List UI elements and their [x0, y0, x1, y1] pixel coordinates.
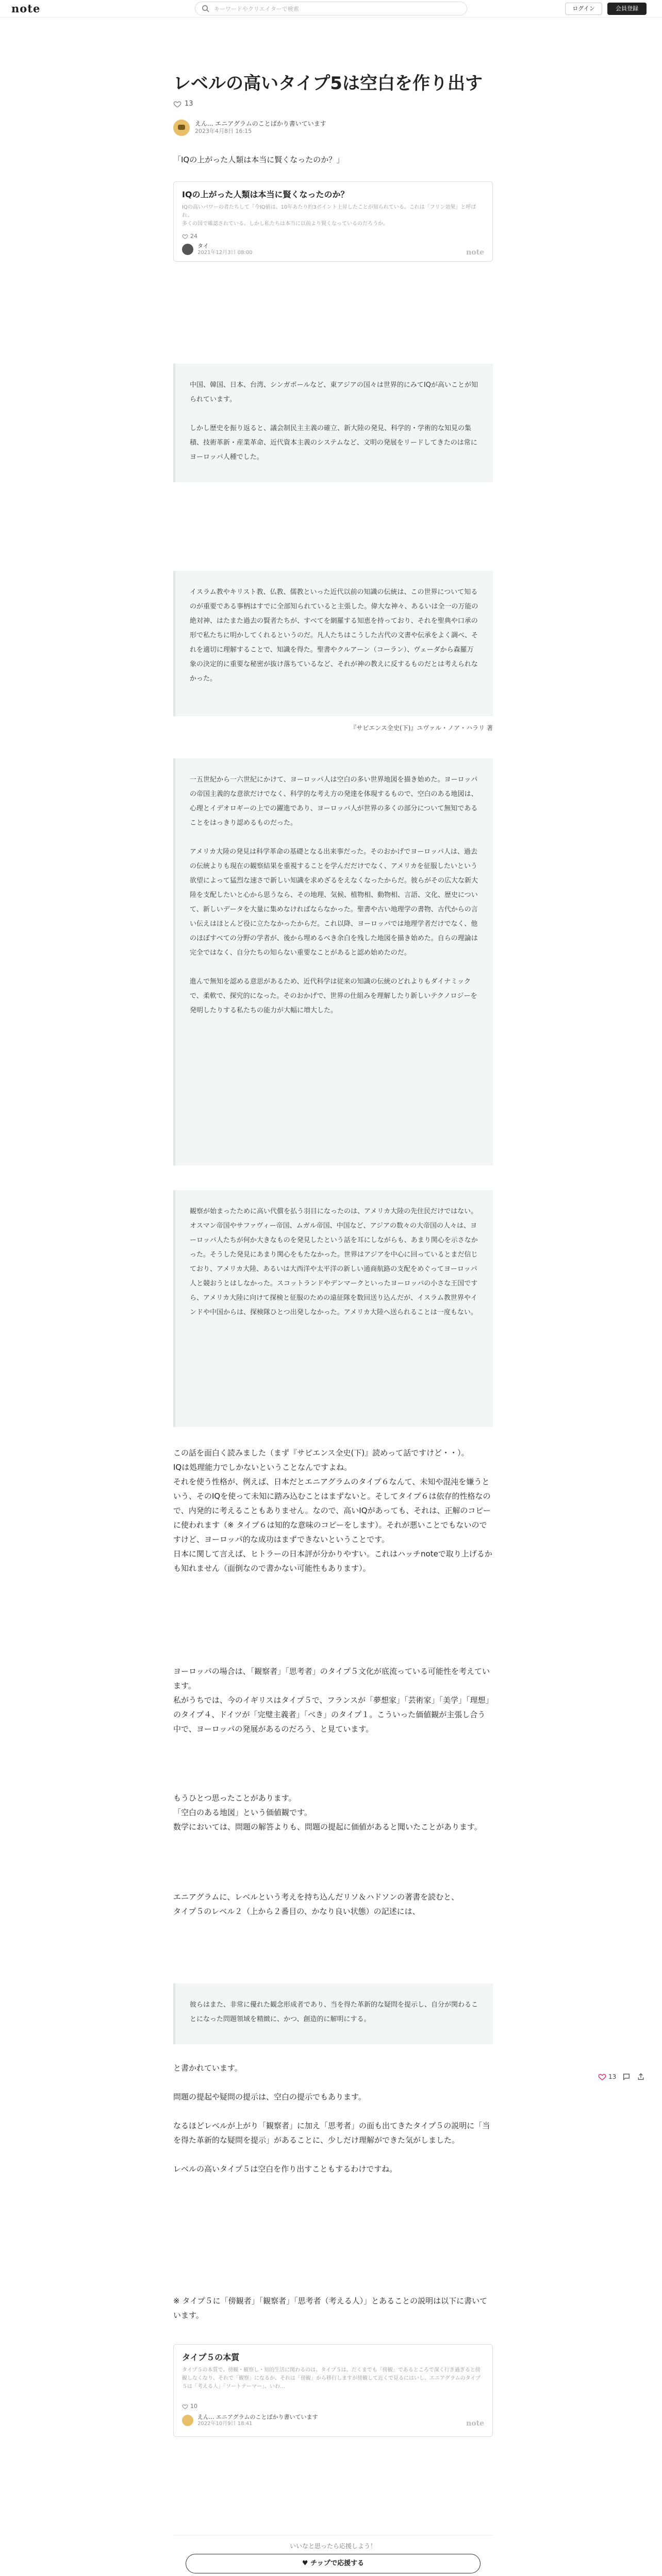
quote-text: 観察が始まったために高い代償を払う羽目になったのは、アメリカ大陸の先住民だけではない。オスマン帝国やサファヴィー帝国、ムガル帝国、中国など、アジアの数々の大帝国の人々は、ヨーロッパ人たちが何か大きなものを発見したという話を耳にしながらも、あまり関心を示さなかった。そうした発見にあまり関心をもたなかった。世界はアジアを中心に回っているとまだ信じており、アメリカ大陸、あるいは大西洋や太平洋の新しい通商航路の支配をめぐってヨーロッパ人と競おうとはしなかった。スコットランドやデンマークといったヨーロッパの小さな王国ですら、アメリカ大陸に向けて探検と征服のための遠征隊を数回送り込んだが、イスラム教世界やインドや中国からは、探検隊ひとつ出発しなかった。アメリカ大陸へ送られることは一度もない。 [190, 1208, 478, 1316]
heart-icon [173, 100, 181, 108]
floating-like-button[interactable] [598, 2071, 616, 2083]
embed-author-avatar [182, 2415, 193, 2426]
quote-text: イスラム教やキリスト教、仏教、儒教といった近代以前の知識の伝統は、この世界について知るのが重要である事柄はすでに全部知られていると主張した。偉大な神々、あるいは全一の万能の絶対神、はたまた過去の賢者たちが、すべてを網羅する知恵を持っており、それを聖典や口承の形で私たちに明かしてくれるというのだ。凡人たちはこうした古代の文書や伝承をよく調べ、それを適切に理解することで、知識を得た。聖書やクルアーン（コーラン）、ヴェーダから森羅万象の決定的に重要な秘密が抜け落ちているなど、それが神の教えに反するものだとは考えられなかった。 [190, 588, 478, 683]
heart-icon [598, 2073, 606, 2081]
embed-title: タイプ５の本質 [182, 2352, 240, 2362]
embed-author-name: タイ [197, 243, 209, 249]
quote-block [173, 1984, 493, 2044]
login-button[interactable]: ログイン [565, 3, 602, 15]
body-paragraph: エニアグラムに、レベルという考えを持ち込んだリソ＆ハドソンの著書を読むと、 タイプ５のレベル２（上から２番目の、かなり良い状態）の記述には、 [173, 1892, 459, 1916]
quote-block [173, 571, 493, 716]
author-name[interactable]: えん... エニアグラムのことばかり書いています [195, 120, 326, 127]
embed-like-count: 24 [190, 233, 197, 240]
embed-date: 2022年10月9日 18:41 [197, 2421, 253, 2427]
quote-block [173, 1190, 493, 1427]
search-input[interactable] [214, 4, 456, 14]
quote-citation: 『サピエンス全史(下)』ユヴァル・ノア・ハラリ 著 [350, 724, 493, 732]
embed-title: IQの上がった人類は本当に賢くなったのか？ [182, 190, 349, 199]
embed-brand-logo: note [466, 2419, 484, 2428]
embed-brand-logo: note [466, 248, 484, 257]
floating-actions [598, 2071, 645, 2083]
share-icon[interactable] [637, 2073, 645, 2081]
embed-card-iq[interactable] [173, 181, 493, 262]
heart-icon [182, 2403, 188, 2410]
like-count: 13 [185, 99, 193, 108]
floating-like-count: 13 [608, 2073, 617, 2080]
embed-author-name: えん... エニアグラムのことばかり書いています [197, 2414, 318, 2420]
embed-card-type5[interactable] [173, 2344, 493, 2437]
embed-date: 2021年12月3日 08:00 [197, 250, 253, 256]
body-paragraph: もうひとつ思ったことがあります。 「空白のある地図」という価値観です。 数学においては、問題の解答よりも、問題の提起に価値があると聞いたことがあります。 [173, 1793, 482, 1832]
tip-button[interactable] [186, 2554, 481, 2573]
article-title: レベルの高いタイプ5は空白を作り出す [173, 73, 483, 94]
signup-button[interactable]: 会員登録 [607, 3, 647, 15]
body-paragraph: と書かれています。 問題の提起や疑問の提示は、空白の提示でもあります。 なるほどレベルが上がり「観察者」に加え「思考者」の面も出てきたタイプ５の説明に「当を得た革新的な疑問を提示」があることに、少しだけ理解ができた気がしました。 レベルの高いタイプ５は空白を作り出すこともするわけですね。 [173, 2063, 490, 2174]
comment-icon[interactable] [622, 2073, 631, 2081]
site-header [0, 0, 662, 18]
body-paragraph: ※ タイプ５に「傍観者」「観察者」「思考者（考える人）」とあることの説明は以下に書いています。 [173, 2296, 488, 2320]
embed-author-avatar [182, 244, 193, 255]
tip-button-label: チップで応援する [310, 2560, 365, 2567]
question-text: 「IQの上がった人類は本当に賢くなったのか？」 [173, 155, 344, 164]
embed-desc: IQの高いパワーの者たちして「今IQ値は、10年あたり約3ポイント上昇したことが知られている。これは「フリン効果」と呼ばれ、 多くの国で確認されている。しかし私たちは本当に以前より賢くなっているのだろうか。 [182, 205, 476, 227]
quote-block [173, 758, 493, 1165]
embed-likes [182, 231, 197, 242]
tip-icon: ♥ [302, 2560, 311, 2567]
article-like-count[interactable] [173, 99, 193, 109]
search-box[interactable] [195, 2, 467, 15]
support-label: いいなと思ったら応援しよう！ [289, 2543, 376, 2550]
heart-icon [182, 233, 188, 240]
body-paragraph: この話を面白く読みました（まず『サピエンス全史(下)』読めって話ですけど・・）。 IQは処理能力でしかないということなんですよね。 それを使う性格が、例えば、日本だとエニアグラムのタイプ６なんて、未知や混沌を嫌うという、そのIQを使って未知に踏み込むことはまずないと。そしてタイプ６は依存的性格なので、内発的に考えることもありません。なので、高いIQがあっても、それは、正解のコピーに使われます（※ タイプ６は知的な意味のコピーをします）。それが悪いことでもないのですけど、ヨーロッパ的な成功はまずできないということです。 日本に関して言えば、ヒトラーの日本評が分かりやすい。これはハッチnoteで取り上げるかも知れません（面倒なので書かない可能性もあります）。 [173, 1448, 492, 1573]
support-section [173, 2535, 493, 2576]
quote-text: 一五世紀から一六世紀にかけて、ヨーロッパ人は空白の多い世界地図を描き始めた。ヨーロッパの帝国主義的な意欲だけでなく、科学的な考え方の発達を体現するもので、空白のある地図は、心理とイデオロギーの上での躍進であり、ヨーロッパ人が世界の多くの部分について無知であることをはっきり認めるものだった。 アメリカ大陸の発見は科学革命の基礎となる出来事だった。そのおかげでヨーロッパ人は、過去の伝統よりも現在の観察結果を重視することを学んだだけでなく、アメリカを征服したいという欲望によって猛烈な速さで新しい知識を求めざるをえなくなったからだ。彼らがその広大な新大陸を支配したいと心から思うなら、その地理、気候、植物相、動物相、言語、文化、歴史について、新しいデータを大量に集めなければならなかった。聖書や古い地理学の書物、古代からの言い伝えはほとんど役に立たなかったからだ。これ以降、ヨーロッパでは地理学者だけでなく、他のほぼすべての分野の学者が、後から埋めるべき余白を残した地図を描き始めた。自らの理論は完全ではなく、自分たちの知らない重要なことがあると認め始めたのだ。 進んで無知を認める意思があるため、近代科学は従来の知識の伝統のどれよりもダイナミックで、柔軟で、探究的になった。そのおかげで、世界の仕組みを理解したり新しいテクノロジーを発明したりする私たちの能力が大幅に増大した。 [190, 776, 478, 1014]
quote-block [173, 364, 493, 482]
embed-desc: タイプ５の本質で、傍観・観察し・知的生活に関わるのは、タイプ５は、だくまでも「傍観」であるところで深く行き過ぎると傍観しなくなり、それで「観察」になるか、それは「傍観」から移行しますが傍観して近くで見るにはいし、エニアグラムのタイプ５は「考える人」「ソートテーマー」、いわ… [182, 2367, 481, 2389]
embed-like-count: 10 [190, 2403, 197, 2410]
quote-text: 中国、韓国、日本、台湾、シンガポールなど、東アジアの国々は世界的にみてIQが高いことが知られています。 しかし歴史を振り返ると、議会制民主主義の確立、新大陸の発見、科学的・学術的な知見の集積、技術革新・産業革命、近代資本主義のシステムなど、文明の発展をリードしてきたのは常にヨーロッパ人種でした。 [190, 381, 478, 461]
embed-likes [182, 2401, 197, 2412]
note-logo[interactable]: note [11, 2, 41, 15]
search-icon [202, 5, 209, 12]
author-avatar[interactable] [173, 120, 190, 136]
publish-date: 2023年4月8日 16:15 [195, 128, 252, 134]
quote-text: 彼らはまた、非常に優れた観念形成者であり、当を得た革新的な疑問を提示し、自分が関わることになった問題領域を精緻に、かつ、創造的に解明にする。 [190, 2001, 478, 2023]
body-paragraph: ヨーロッパの場合は、「観察者」「思考者」のタイプ５文化が底流っている可能性を考えています。 私がうちでは、今のイギリスはタイプ５で、フランスが「夢想家」「芸術家」「美学」「理想」のタイプ４、ドイツが「完璧主義者」「べき」のタイプ１。こういった価値観が主張し合う中で、ヨーロッパの発展があるのだろう、と見ています。 [173, 1667, 490, 1734]
